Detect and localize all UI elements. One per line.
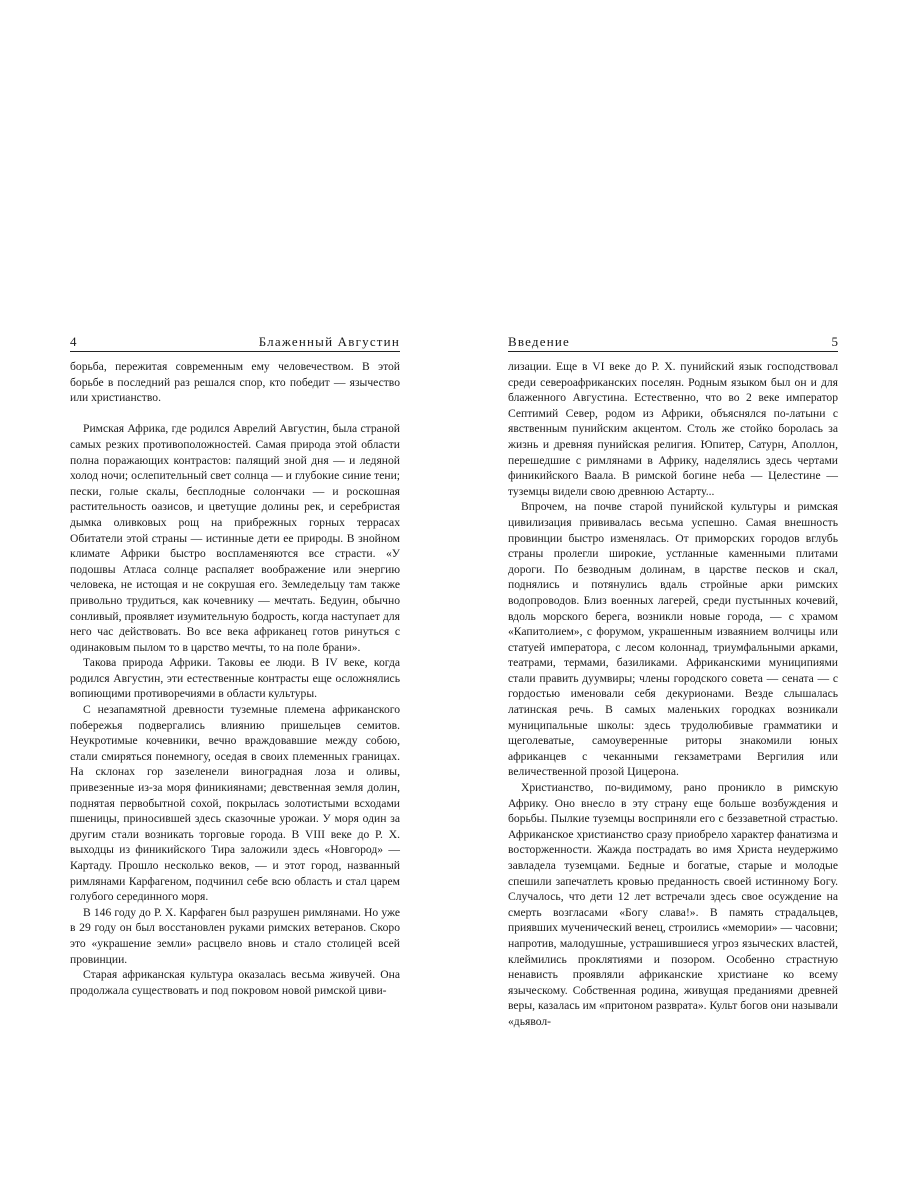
paragraph: Старая африканская культура оказалась весьма живучей. Она продолжала существовать и под покровом новой римской циви- xyxy=(70,968,400,997)
left-page-header xyxy=(70,334,400,352)
left-page-number: 4 xyxy=(70,334,77,349)
right-page-text xyxy=(508,359,838,1030)
paragraph: В 146 году до Р. Х. Карфаген был разрушен римлянами. Но уже в 29 году он был восстановлен руками римских ветеранов. Скоро это «украшение земли» расцвело вновь и стало столицей всей провинции. xyxy=(70,905,400,966)
left-page xyxy=(70,334,400,998)
paragraph: С незапамятной древности туземные племена африканского побережья подвергались влиянию пришельцев семитов. Неукротимые кочевники, вечно враждовавшие между собою, стали смиряться понемногу, оседая в своих племенных границах. На склонах гор зазеленели виноградная лоза и оливы, привезенные из-за моря финикиянами; девственная земля долин, поднятая первобытной сохой, покрылась золотистыми всходами пшеницы, приносившей здесь сказочные урожаи. У моря один за другим стали возникать торговые города. В VIII веке до Р. Х. выходцы из финикийского Тира заложили здесь «Новгород» — Картаду. Прошло несколько веков, — и этот город, названный римлянами Карфагеном, подчинил себе всю область и стал царем голубого серединного моря. xyxy=(70,703,400,904)
right-running-head: Введение xyxy=(508,334,570,349)
paragraph: Римская Африка, где родился Аврелий Августин, была страной самых резких противоположностей. Самая природа этой области полна поражающих контрастов: палящий зной дня — и ледяной холод ночи; ослепительный свет солнца — и глубокие синие тени; пески, голые скалы, бесплодные солончаки — и роскошная растительность оазисов, и цветущие долины рек, и серебристая дымка оливковых рощ на прибрежных горных террасах Обитатели этой страны — истинные дети ее природы. В знойном климате Африки быстро воспламеняются все страсти. «У подошвы Атласа солнце распаляет воображение или энергию человека, не истощая и не сокрушая его. Земледельцу там также привольно трудиться, как кочевнику — мечтать. Бедуин, обычно сонливый, проявляет изумительную бодрость, когда наступает для него час действовать. Во все века африканец готов ринуться с одинаковым пылом то в царство мечты, то на поле брани». xyxy=(70,422,400,654)
left-running-head: Блаженный Августин xyxy=(258,334,400,349)
paragraph: борьба, пережитая современным ему человечеством. В этой борьбе в последний раз решался спор, кто победит — язычество или христианство. xyxy=(70,360,400,405)
paragraph: Впрочем, на почве старой пунийской культуры и римская цивилизация прививалась весьма успешно. Самая внешность провинции быстро изменялась. От приморских городов вглубь страны пролегли широкие, устланные каменными плитами дороги. По безводным долинам, в царстве песков и скал, поднялись и потянулись вдаль стройные арки римских водопроводов. Близ военных лагерей, среди пустынных кочевий, вдоль морского берега, возникли новые города, — с храмом «Капитолием», с форумом, украшенным изваянием волчицы или статуей императора, с лесом колоннад, триумфальными арками, театрами, термами, базиликами. Африканскими муниципиями стали править дуумвиры; члены городского совета — сената — с гордостью именовали себя декурионами. Везде слышалась латинская речь. В самых маленьких городках возникали муниципальные школы: здесь трудолюбивые грамматики и щеголеватые, самоуверенные риторы знакомили юных африканцев с чеканными гекзаметрами Вергилия или величественной прозой Цицерона. xyxy=(508,500,838,779)
paragraph: Такова природа Африки. Таковы ее люди. В IV веке, когда родился Августин, эти естественные контрасты еще осложнялись вопиющими противоречиями в области культуры. xyxy=(70,656,400,701)
right-page-number: 5 xyxy=(831,334,838,349)
left-page-text xyxy=(70,359,400,998)
paragraph: Христианство, по-видимому, рано проникло в римскую Африку. Оно внесло в эту страну еще больше возбуждения и борьбы. Пылкие туземцы восприняли его с беззаветной страстью. Африканское христианство сразу приобрело характер фанатизма и восторженности. Жажда пострадать во имя Христа неудержимо завладела туземцами. Бедные и богатые, старые и молодые спешили запечатлеть кровью преданность своей истинному Богу. Случалось, что дети 12 лет встречали здесь свое осуждение на смерть возгласами «Богу слава!». В память страдальцев, приявших мученический венец, строились «мемории» — часовни; напротив, малодушные, устрашившиеся угроз языческих властей, клеймились проклятиями и позором. Особенно страстную ненависть проявляли африканские христиане ко всему языческому. Собственная родина, живущая преданиями древней веры, казалась им «притоном разврата». Культ богов они называли «дьявол- xyxy=(508,781,838,1028)
right-page-header xyxy=(508,334,838,352)
paragraph: лизации. Еще в VI веке до Р. Х. пунийский язык господствовал среди североафриканских поселян. Родным языком был он и для блаженного Августина. Естественно, что во 2 веке император Септимий Север, родом из Африки, объяснялся по-латыни с явственным пунийским акцентом. Столь же стойко боролась за жизнь и древняя пунийская религия. Юпитер, Сатурн, Аполлон, перешедшие с римлянами в Африку, наделялись здесь чертами финикийского Ваала. В римской богине неба — Целестине — туземцы видели свою древнюю Астарту... xyxy=(508,360,838,498)
right-page xyxy=(508,334,838,1030)
